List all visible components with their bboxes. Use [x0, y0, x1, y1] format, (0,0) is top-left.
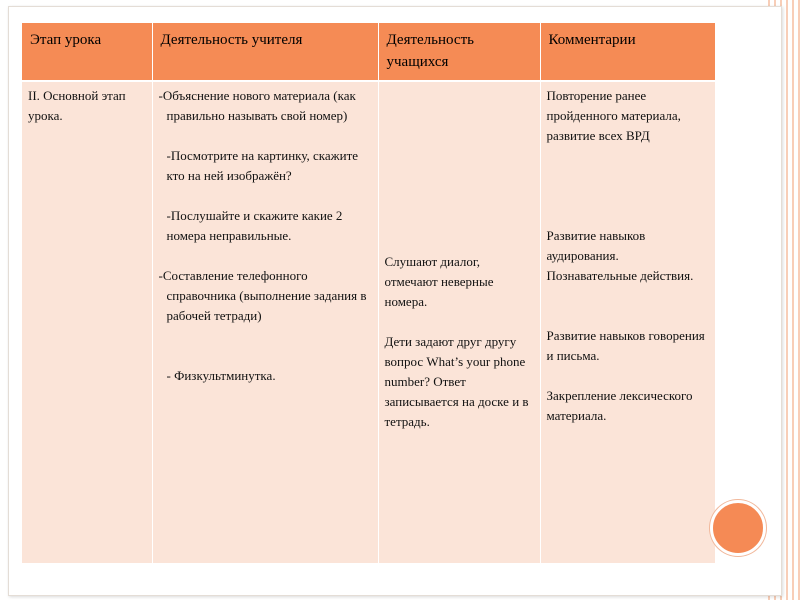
- header-stage: Этап урока: [22, 23, 152, 81]
- table-header-row: [22, 23, 715, 81]
- students-cell: [378, 81, 540, 563]
- teacher-item-picture: -Посмотрите на картинку, скажите кто на ней изображён?: [166, 148, 359, 183]
- decorative-circle: [710, 500, 766, 556]
- teacher-cell: [152, 81, 378, 563]
- teacher-item-directory: -Составление телефонного справочника (выполнение задания в рабочей тетради): [158, 268, 367, 323]
- teacher-item-exercise-break: - Физкультминутка.: [166, 368, 276, 383]
- comment-item-listening: Развитие навыков аудирования. Познавательные действия.: [546, 228, 694, 283]
- student-item-dialog: Слушают диалог, отмечают неверные номера.: [384, 254, 494, 309]
- comment-item-review: Повторение ранее пройденного материала, развитие всех ВРД: [546, 88, 681, 143]
- teacher-item-explanation: -Объяснение нового материала (как правильно называть свой номер): [158, 88, 356, 123]
- student-item-question: Дети задают друг другу вопрос What’s your phone number? Ответ записывается на доске и в тетрадь.: [384, 334, 529, 429]
- comment-item-speaking: Развитие навыков говорения и письма.: [546, 328, 705, 363]
- teacher-item-listen: -Послушайте и скажите какие 2 номера неправильные.: [166, 208, 343, 243]
- stage-cell: [22, 81, 152, 563]
- lesson-plan-table: [22, 23, 715, 563]
- comments-cell: [540, 81, 715, 563]
- header-comments: Комментарии: [540, 23, 715, 81]
- header-teacher-activity: Деятельность учителя: [152, 23, 378, 81]
- table-row: [22, 81, 715, 563]
- stage-text: II. Основной этап урока.: [28, 88, 126, 123]
- comment-item-consolidation: Закрепление лексического материала.: [546, 388, 693, 423]
- header-student-activity: Деятельность учащихся: [378, 23, 540, 81]
